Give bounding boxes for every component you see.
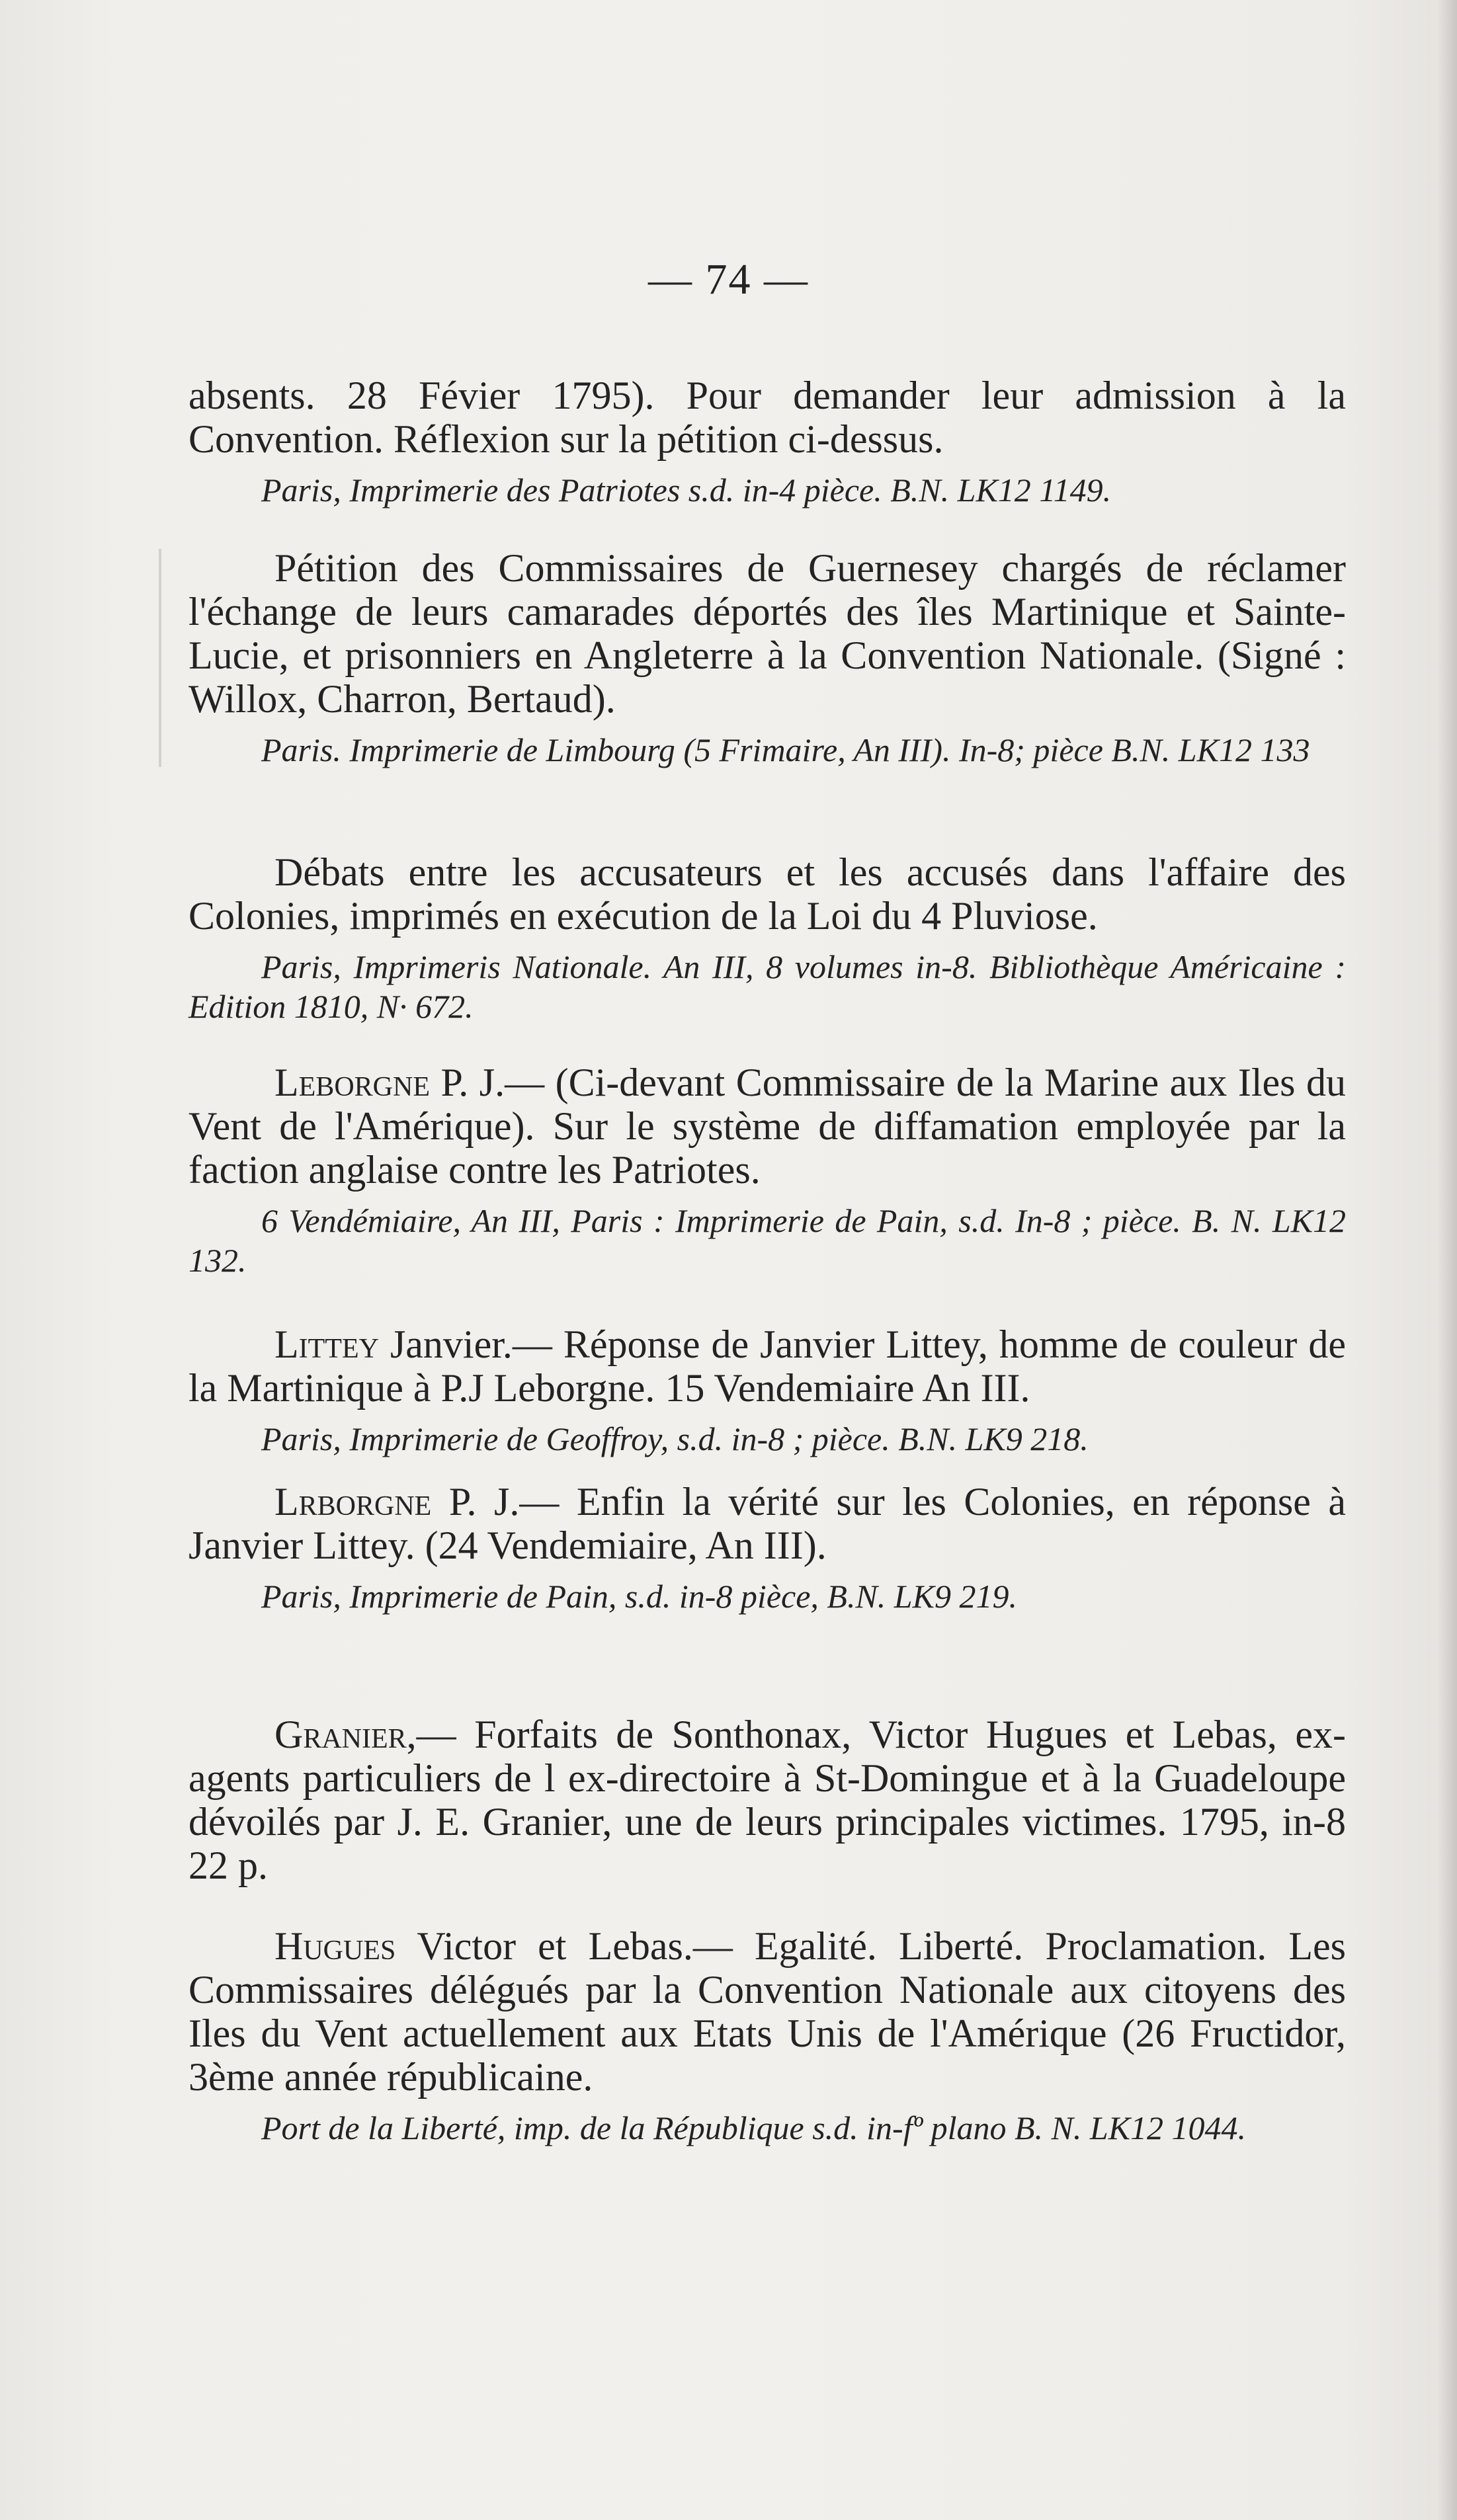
entry-petition-guernesey <box>188 546 1346 770</box>
entry-imprint: Paris, Imprimerie de Pain, s.d. in-8 pièce, B.N. LK9 219. <box>261 1578 1017 1615</box>
entry-text: absents. 28 Févier 1795). Pour demander leur admission à la Convention. Réflexion sur la pétition ci-dessus. <box>188 374 1346 461</box>
entry-author: Hugues <box>274 1924 396 1968</box>
entry-imprint: 6 Vendémiaire, An III, Paris : Imprimerie de Pain, s.d. In-8 ; pièce. B. N. LK12 132. <box>188 1202 1346 1279</box>
entry-author: Lrborgne <box>274 1480 432 1524</box>
entry-author: Granier <box>274 1713 407 1756</box>
entry-text <box>188 1713 1346 1887</box>
entry-title: P. J.— (Ci-devant Commissaire de la Marine aux Iles du Vent de l'Amérique). Sur le système de diffamation employée par la faction anglaise contre les Patriotes. <box>188 1061 1346 1192</box>
entry-leborgne-2 <box>188 1480 1346 1616</box>
entry-text: Débats entre les accusateurs et les accusés dans l'affaire des Colonies, imprimés en exécution de la Loi du 4 Pluviose. <box>188 850 1346 938</box>
entry-leborgne-1 <box>188 1061 1346 1280</box>
margin-mark <box>159 549 161 767</box>
entry-author: Littey <box>274 1322 379 1366</box>
entry-imprint: Paris, Imprimeris Nationale. An III, 8 volumes in-8. Bibliothèque Américaine : Edition 1810, N· 672. <box>188 948 1346 1025</box>
entry-author: Leborgne <box>274 1061 430 1104</box>
entry-title: Janvier.— Réponse de Janvier Littey, homme de couleur de la Martinique à P.J Leborgne. 15 Vendemiaire An III. <box>188 1322 1346 1410</box>
entry-text <box>188 1322 1346 1410</box>
entry-text: Pétition des Commissaires de Guernesey chargés de réclamer l'échange de leurs camarades déportés des îles Martinique et Sainte-Lucie, et prisonniers en Angleterre à la Convention Nationale. (Signé : Willox, Charron, Bertaud). <box>188 546 1346 721</box>
entry-granier <box>188 1713 1346 1887</box>
entry-imprint: Paris, Imprimerie de Geoffroy, s.d. in-8 ; pièce. B.N. LK9 218. <box>261 1420 1089 1457</box>
entry-text <box>188 1924 1346 2099</box>
entry-imprint: Port de la Liberté, imp. de la République s.d. in-fº plano B. N. LK12 1044. <box>261 2109 1247 2146</box>
entry-text <box>188 1061 1346 1192</box>
entry-title: P. J.— Enfin la vérité sur les Colonies, en réponse à Janvier Littey. (24 Vendemiaire, An III). <box>188 1480 1346 1567</box>
entry-text <box>188 1480 1346 1567</box>
page-number: — 74 — <box>648 255 809 304</box>
entry-imprint: Paris, Imprimerie des Patriotes s.d. in-4 pièce. B.N. LK12 1149. <box>261 471 1112 508</box>
entry-absents <box>188 374 1346 510</box>
entry-imprint: Paris. Imprimerie de Limbourg (5 Frimaire, An III). In-8; pièce B.N. LK12 133 <box>261 731 1310 768</box>
entry-debats <box>188 850 1346 1026</box>
entry-title: ,— Forfaits de Sonthonax, Victor Hugues et Lebas, ex-agents particuliers de l ex-directoire à St-Domingue et à la Guadeloupe dévoilés par J. E. Granier, une de leurs principales victimes. 1795, in-8 22 p. <box>188 1713 1346 1887</box>
entry-littey <box>188 1322 1346 1459</box>
entry-title: Victor et Lebas.— Egalité. Liberté. Proclamation. Les Commissaires délégués par la Convention Nationale aux citoyens des Iles du Vent actuellement aux Etats Unis de l'Amérique (26 Fructidor, 3ème année républicaine. <box>188 1924 1346 2099</box>
page-edge-shadow <box>1437 0 1457 2520</box>
entry-hugues <box>188 1924 1346 2148</box>
